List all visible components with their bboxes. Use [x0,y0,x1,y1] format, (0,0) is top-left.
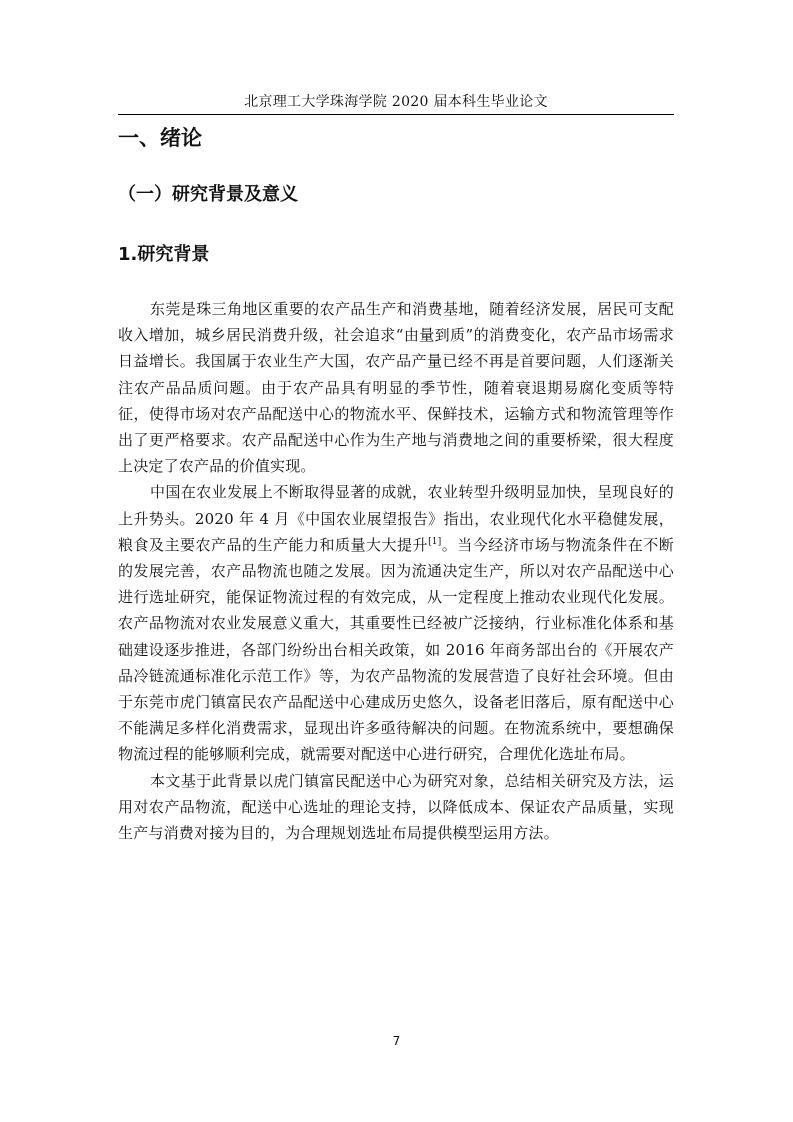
body-text [118,296,674,846]
header-rule [118,114,674,115]
paragraph-3: 本文基于此背景以虎门镇富民配送中心为研究对象，总结相关研究及方法，运用对农产品物流，配送中心选址的理论支持，以降低成本、保证农产品质量，实现生产与消费对接为目的，为合理规划选址布局提供模型运用方法。 [118,771,674,843]
paragraph-1: 东莞是珠三角地区重要的农产品生产和消费基地，随着经济发展，居民可支配收入增加，城乡居民消费升级，社会追求“由量到质”的消费变化，农产品市场需求日益增长。我国属于农业生产大国，农产品产量已经不再是首要问题，人们逐渐关注农产品品质问题。由于农产品具有明显的季节性，随着衰退期易腐化变质等特征，使得市场对农产品配送中心的物流水平、保鲜技术，运输方式和物流管理等作出了更严格要求。农产品配送中心作为生产地与消费地之间的重要桥梁，很大程度上决定了农产品的价值实现。 [118,300,674,476]
subsection-heading: 1.研究背景 [118,244,210,265]
citation-marker[interactable]: [1] [428,536,442,547]
paragraph-2-part-1: 中国在农业发展上不断取得显著的成就，农业转型升级明显加快，呈现良好的上升势头。2020 年 4 月《中国农业展望报告》指出，农业现代化水平稳健发展，粮食及主要农产品的生产能力和质量大大提升 [118,483,674,554]
running-header: 北京理工大学珠海学院 2020 届本科生毕业论文 [244,94,548,110]
chapter-heading: 一、绪论 [118,126,202,150]
page-number: 7 [392,1034,401,1048]
section-heading: （一）研究背景及意义 [118,184,298,205]
paragraph-2-part-2: 。当今经济市场与物流条件在不断的发展完善，农产品物流也随之发展。因为流通决定生产，所以对农产品配送中心进行选址研究，能保证物流过程的有效完成，从一定程度上推动农业现代化发展。农产品物流对农业发展意义重大，其重要性已经被广泛接纳，行业标准化体系和基础建设逐步推进，各部门纷纷出台相关政策，如 2016 年商务部出台的《开展农产品冷链流通标准化示范工作》等，为农产品物流的发展营造了良好社会环境。但由于东莞市虎门镇富民农产品配送中心建成历史悠久，设备老旧落后，原有配送中心不能满足多样化消费需求，显现出许多亟待解决的问题。在物流系统中，要想确保物流过程的能够顺利完成，就需要对配送中心进行研究，合理优化选址布局。 [118,535,674,764]
paragraph-2 [118,479,674,767]
